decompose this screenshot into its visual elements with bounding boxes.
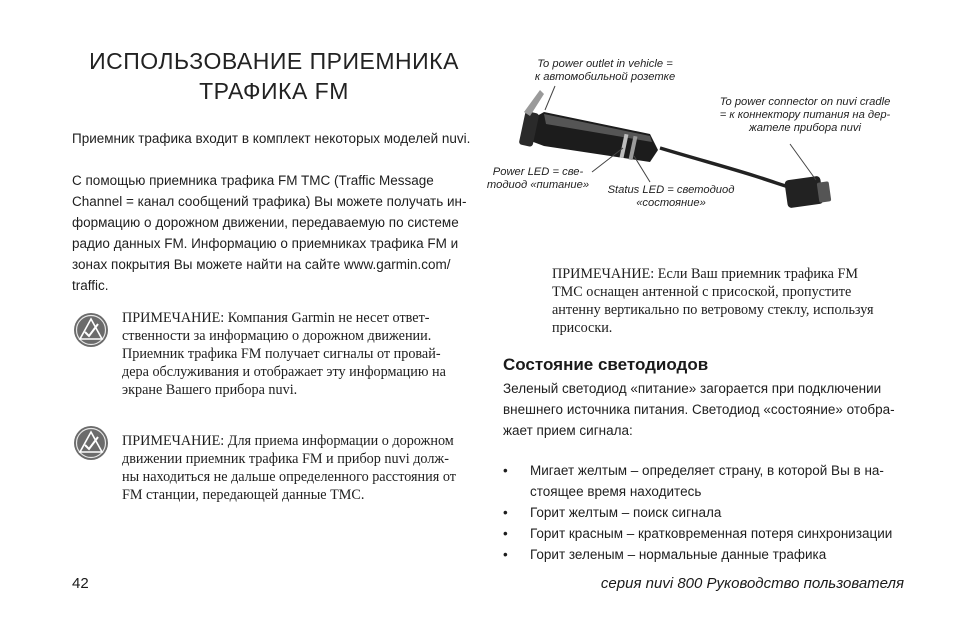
paragraph-line: traffic. <box>72 278 109 293</box>
list-item <box>503 502 903 523</box>
section-line: внешнего источника питания. Светодиод «состояние» отобра- <box>503 402 895 417</box>
note-line: FM станции, передающей данные TMC. <box>122 487 365 503</box>
caption-power-connector <box>700 96 910 135</box>
paragraph-line: радио данных FM. Информацию о приемниках трафика FM и <box>72 236 459 251</box>
list-item <box>503 460 903 502</box>
list-item-line: Горит желтым – поиск сигнала <box>530 505 722 520</box>
page-title <box>72 46 476 106</box>
note-line: антенну вертикально по ветровому стеклу, используя <box>552 302 874 318</box>
list-item <box>503 523 903 544</box>
page-title-line-2: ТРАФИКА FM <box>199 78 349 104</box>
bullet-dot: • <box>503 526 508 541</box>
paragraph-line: зонах покрытия Вы можете найти на сайте www.garmin.com/ <box>72 257 451 272</box>
note-line: экране Вашего прибора nuvi. <box>122 382 298 398</box>
section-line: Зеленый светодиод «питание» загорается при подключении <box>503 381 882 396</box>
caption-power-outlet <box>505 58 705 84</box>
section-line: жает прием сигнала: <box>503 423 633 438</box>
caption-status-led <box>596 184 746 210</box>
page-title-line-1: ИСПОЛЬЗОВАНИЕ ПРИЕМНИКА <box>89 48 459 74</box>
note-line: движении приемник трафика FM и прибор nuvi долж- <box>122 451 449 467</box>
note-line: Приемник трафика FM получает сигналы от провай- <box>122 346 441 362</box>
body-paragraph <box>72 170 492 296</box>
note-line: ПРИМЕЧАНИЕ: Компания Garmin не несет ответ- <box>122 310 430 326</box>
paragraph-line: С помощью приемника трафика FM TMC (Traffic Message <box>72 173 434 188</box>
caption-line: тодиод «питание» <box>486 179 590 191</box>
note-2 <box>122 432 482 504</box>
section-heading: Состояние светодиодов <box>503 355 709 374</box>
caption-power-led <box>480 166 596 192</box>
intro-text: Приемник трафика входит в комплект некоторых моделей nuvi. <box>72 131 471 146</box>
bullet-dot: • <box>503 463 508 478</box>
led-status-list <box>503 460 903 565</box>
paragraph-line: Channel = канал сообщений трафика) Вы можете получать ин- <box>72 194 467 209</box>
caption-line: к автомобильной розетке <box>534 71 676 83</box>
note-line: ПРИМЕЧАНИЕ: Если Ваш приемник трафика FM <box>552 266 858 282</box>
note-icon <box>73 312 109 348</box>
list-item <box>503 544 903 565</box>
note-line: дера обслуживания и отображает эту информацию на <box>122 364 446 380</box>
manual-title: серия nuvi 800 Руководство пользователя <box>600 575 904 592</box>
caption-line: Power LED = све- <box>492 166 584 178</box>
note-line: ны находиться не дальше определенного расстояния от <box>122 469 456 485</box>
caption-line: To power connector on nuvi cradle <box>719 96 891 108</box>
note-icon <box>73 425 109 461</box>
caption-line: = к коннектору питания на дер- <box>719 109 891 121</box>
caption-line: Status LED = светодиод <box>607 184 735 196</box>
list-item-line: Горит красным – кратковременная потеря синхронизации <box>530 526 893 541</box>
note-line: ственности за информацию о дорожном движении. <box>122 328 432 344</box>
note-line: ПРИМЕЧАНИЕ: Для приема информации о дорожном <box>122 433 454 449</box>
note-3 <box>552 265 912 337</box>
note-line: TMC оснащен антенной с присоской, пропустите <box>552 284 852 300</box>
bullet-dot: • <box>503 547 508 562</box>
note-1 <box>122 309 482 399</box>
paragraph-line: формацию о дорожном движении, передаваемую по системе <box>72 215 459 230</box>
caption-line: жателе прибора nuvi <box>749 122 861 134</box>
bullet-dot: • <box>503 505 508 520</box>
note-line: присоски. <box>552 320 613 336</box>
caption-line: To power outlet in vehicle = <box>537 58 673 70</box>
section-text <box>503 378 913 441</box>
list-item-line: Горит зеленым – нормальные данные трафика <box>530 547 827 562</box>
list-item-line: Мигает желтым – определяет страну, в которой Вы в на- <box>530 463 884 478</box>
page-number: 42 <box>72 575 89 592</box>
caption-line: «состояние» <box>636 197 706 209</box>
list-item-line: стоящее время находитесь <box>530 484 702 499</box>
